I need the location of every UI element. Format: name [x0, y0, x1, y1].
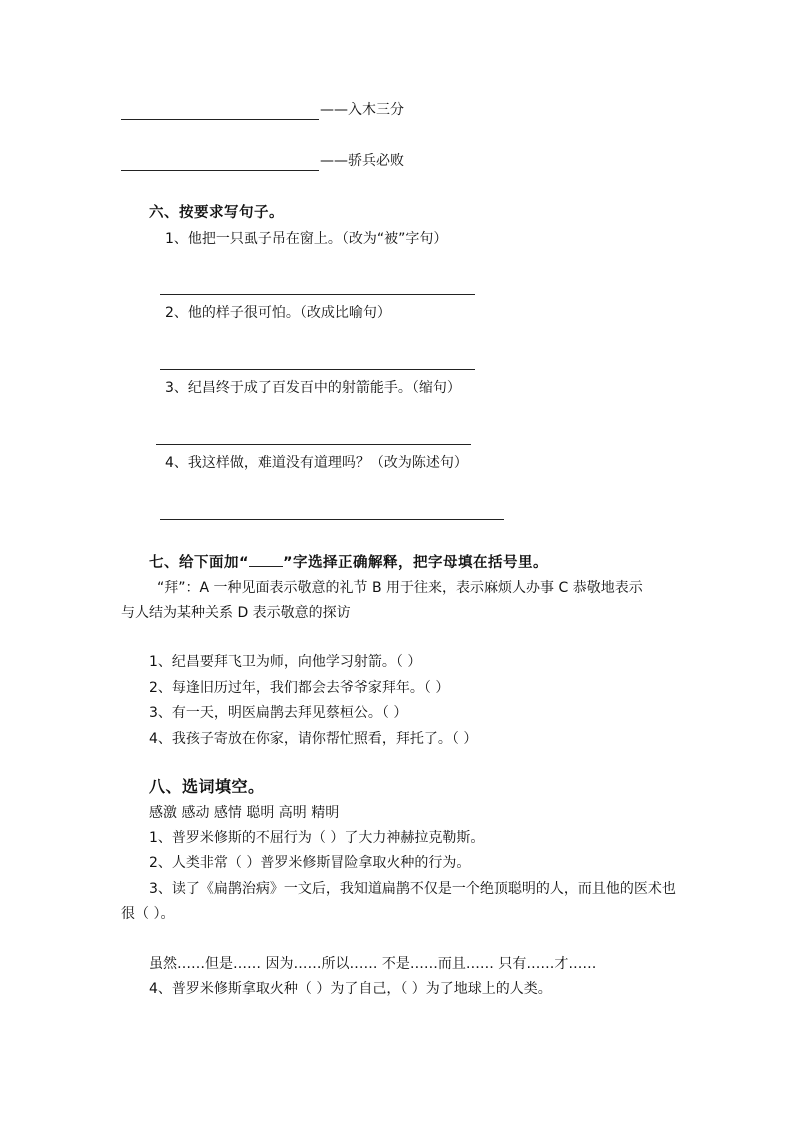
idiom-dash: ——	[320, 153, 348, 169]
idiom-answer-line-1[interactable]	[121, 119, 319, 120]
section8-item-4: 4、普罗米修斯拿取火种（ ）为了自己，（ ）为了地球上的人类。	[149, 981, 552, 997]
underline-blank	[249, 554, 283, 567]
section8-item-1: 1、普罗米修斯的不屈行为（ ）了大力神赫拉克勒斯。	[149, 830, 485, 846]
idiom-answer-line-2[interactable]	[121, 170, 319, 171]
idiom-2	[320, 151, 404, 171]
idiom-text: 骄兵必败	[348, 153, 404, 169]
section7-definition-line-1: “拜”：A 一种见面表示敬意的礼节 B 用于往来，表示麻烦人办事 C 恭敬地表示	[157, 580, 643, 596]
section7-item-1: 1、纪昌要拜飞卫为师，向他学习射箭。（ ）	[149, 654, 422, 670]
section8-title: 八、选词填空。	[149, 777, 265, 796]
idiom-dash: ——	[320, 102, 348, 118]
section8-word-bank: 感激 感动 感情 聪明 高明 精明	[149, 805, 340, 821]
section6-item-2: 2、他的样子很可怕。（改成比喻句）	[165, 305, 391, 321]
idiom-text: 入木三分	[348, 102, 404, 118]
section8-item-3-continued: 很（ ）。	[121, 906, 175, 922]
section6-answer-line-2[interactable]	[160, 369, 475, 370]
section6-item-3: 3、纪昌终于成了百发百中的射箭能手。（缩句）	[165, 380, 461, 396]
section7-definition-line-2: 与人结为某种关系 D 表示敬意的探访	[121, 605, 351, 621]
section6-answer-line-1[interactable]	[160, 294, 475, 295]
section7-title	[149, 553, 548, 573]
section6-item-1: 1、他把一只虱子吊在窗上。（改为“被”字句）	[165, 231, 448, 247]
section6-item-4: 4、我这样做，难道没有道理吗？（改为陈述句）	[165, 455, 468, 471]
section7-title-post: ”字选择正确解释，把字母填在括号里。	[283, 555, 549, 571]
section7-title-pre: 七、给下面加“	[149, 555, 250, 571]
section6-title: 六、按要求写句子。	[149, 205, 284, 221]
section6-answer-line-3[interactable]	[156, 444, 471, 445]
section8-item-2: 2、人类非常（ ）普罗米修斯冒险拿取火种的行为。	[149, 855, 471, 871]
section7-item-4: 4、我孩子寄放在你家，请你帮忙照看，拜托了。（ ）	[149, 731, 478, 747]
section6-answer-line-4[interactable]	[160, 519, 504, 520]
section7-item-2: 2、每逢旧历过年，我们都会去爷爷家拜年。（ ）	[149, 680, 450, 696]
section7-item-3: 3、有一天，明医扁鹊去拜见蔡桓公。（ ）	[149, 705, 408, 721]
section8-item-3: 3、读了《扁鹊治病》一文后，我知道扁鹊不仅是一个绝顶聪明的人，而且他的医术也	[149, 881, 676, 897]
idiom-1	[320, 100, 404, 120]
section8-conjunction-bank: 虽然……但是…… 因为……所以…… 不是……而且…… 只有……才……	[149, 956, 597, 972]
